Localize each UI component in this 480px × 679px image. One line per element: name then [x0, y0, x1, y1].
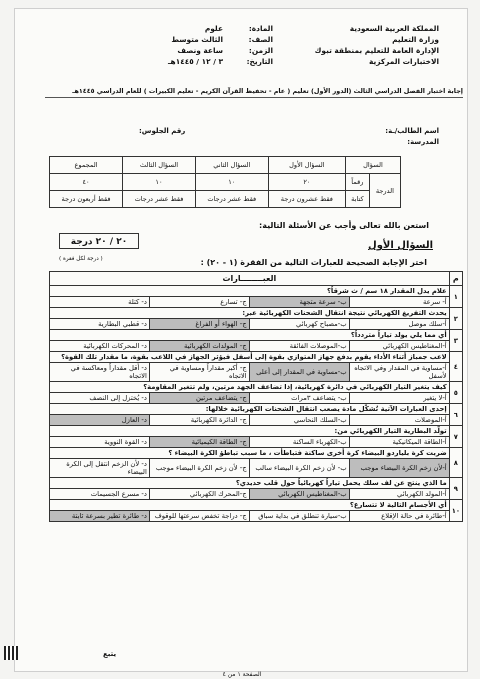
- per-item-note: ( درجة لكل فقرة ): [59, 256, 103, 262]
- options-row: [50, 363, 463, 382]
- option: د- لأن الزخم انتقل إلى الكرة البيضاء: [50, 459, 150, 478]
- value: علوم: [204, 24, 223, 33]
- value: ساعة ونصف: [177, 46, 223, 55]
- question-text: إحدى العبارات الآتية تُشكّل مادة يصعب انتقال الشحنات الكهربائية خلالها:: [50, 404, 450, 415]
- option: ب-الموصلات الفائقة: [249, 341, 349, 352]
- options-row: [50, 319, 463, 330]
- correct-option: د- العازل: [50, 415, 150, 426]
- grade-header: السؤال الثالث: [123, 157, 196, 174]
- grade-words: فقط عشر درجات: [123, 191, 196, 208]
- qr-code-icon: [4, 646, 18, 660]
- page-number: الصفحة ١ من ٤: [222, 671, 262, 678]
- question-row: [50, 478, 463, 489]
- option: ج-المحرك الكهربائي: [149, 489, 249, 500]
- grade-number: ٢٠: [268, 174, 345, 191]
- choose-instruction: اختر الإجابة الصحيحة للعبارات التالية من الفقرة (١ - ٢٠) :: [200, 258, 427, 267]
- options-row: [50, 437, 463, 448]
- number-label: رقماً: [346, 174, 370, 191]
- option: د- كتلة: [50, 297, 150, 308]
- header-line: الاختبارات المركزية: [369, 57, 439, 66]
- exam-page: [14, 8, 468, 678]
- question-number: ٧: [449, 426, 462, 448]
- option: د- مسرع الجسيمات: [50, 489, 150, 500]
- options-row: [50, 341, 463, 352]
- question-row: [50, 330, 463, 341]
- question-text: أي مما يلي يولد تياراً متردداً؟: [50, 330, 450, 341]
- exam-title: إجابة اختبار الفصل الدراسي الثالث (الدور الأول) تعليم ( عام - تحفيظ القرآن الكريم - تعليم الكبيرات ) للعام الدراسي ١٤٤٥هـ: [45, 87, 463, 98]
- value: الثالث متوسط: [171, 35, 223, 44]
- question-text: ضربت كرة بلياردو البيضاء كرة أخرى ساكنة فتباطأت ، ما سبب تباطؤ الكرة البيضاء ؟: [50, 448, 450, 459]
- option: أ-مساوية في المقدار وفي الاتجاه لأسفل: [349, 363, 449, 382]
- correct-option: ج- الهواء أو الفراغ: [149, 319, 249, 330]
- correct-option: ج- المولدات الكهربائية: [149, 341, 249, 352]
- question-row: [50, 286, 463, 297]
- options-row: [50, 393, 463, 404]
- question-text: تولّد البطارية التيار الكهربائي من:: [50, 426, 450, 437]
- question-row: [50, 382, 463, 393]
- option: أ-الموصلات: [349, 415, 449, 426]
- correct-option: ب-مساوية في المقدار إلى أعلى: [249, 363, 349, 382]
- question-text: ما الذي ينتج عن لف سلك يحمل تياراً كهربائياً حول قلب حديدي؟: [50, 478, 450, 489]
- grade-words: فقط عشرون درجة: [268, 191, 345, 208]
- grade-header: السؤال: [346, 157, 401, 174]
- grade-words: فقط أربعون درجة: [50, 191, 123, 208]
- grade-number: ٤٠: [50, 174, 123, 191]
- question-text: أي الأجسام التالية لا تتسارع؟: [50, 500, 450, 511]
- table-header: [50, 272, 463, 286]
- words-label: كتابة: [346, 191, 370, 208]
- option: ب- يتضاعف ٣مرات: [249, 393, 349, 404]
- option: د- قطبي البطارية: [50, 319, 150, 330]
- header-left: [133, 23, 273, 67]
- header-line: وزارة التعليم: [392, 35, 439, 44]
- header-line: المملكة العربية السعودية: [349, 24, 439, 33]
- options-row: [50, 459, 463, 478]
- instruction: استعن بالله تعالى وأجب عن الأسئلة التالية:: [259, 221, 429, 230]
- option: د- يُختزل إلى النصف: [50, 393, 150, 404]
- correct-option: ب- سرعة متجهة: [249, 297, 349, 308]
- option: ب-السلك النحاسي: [249, 415, 349, 426]
- question-text: لاعب جمباز أثناء الأداء يقوم بدفع جهاز المتوازي بقوة إلى أسفل فيؤثر الجهاز في اللاعب بقوة، ما مقدار تلك القوة؟: [50, 352, 450, 363]
- question-number: ٨: [449, 448, 462, 478]
- question-number: ٢: [449, 308, 462, 330]
- question-number: ٤: [449, 352, 462, 382]
- header-time: [133, 45, 273, 56]
- correct-option: ب-المغناطيس الكهربائي: [249, 489, 349, 500]
- question-1-title: السؤال الأول: [368, 240, 433, 251]
- grade-number: ١٠: [123, 174, 196, 191]
- student-info: [19, 127, 439, 149]
- option: أ-سلك موصل: [349, 319, 449, 330]
- options-row: [50, 415, 463, 426]
- label: الصف:: [248, 35, 273, 44]
- options-row: [50, 489, 463, 500]
- option: ب-مصباح كهربائي: [249, 319, 349, 330]
- grade-words: فقط عشر درجات: [195, 191, 268, 208]
- option: د- المحركات الكهربائية: [50, 341, 150, 352]
- question-row: [50, 308, 463, 319]
- option: د- أقل مقداراً ومعاكسة في الاتجاه: [50, 363, 150, 382]
- header-right: [315, 23, 439, 67]
- option: ج- أكبر مقداراً ومساوية في الاتجاه: [149, 363, 249, 382]
- question-text: علام يدل المقدار ١٨ سم / ث شرقاً؟: [50, 286, 450, 297]
- col-statements-header: العبــــــــارات: [50, 272, 450, 286]
- header-grade: [133, 34, 273, 45]
- school-label: المدرسة:: [407, 138, 439, 146]
- option: أ-المغناطيس الكهربائي: [349, 341, 449, 352]
- question-row: [50, 404, 463, 415]
- option: ج- دراجة تخفض سرعتها للوقوف: [149, 511, 249, 522]
- question-number: ١: [449, 286, 462, 308]
- correct-option: أ-لأن زخم الكرة البيضاء موجب: [349, 459, 449, 478]
- header-line: الإدارة العامة للتعليم بمنطقة تبوك: [314, 46, 439, 55]
- option: أ- سرعة: [349, 297, 449, 308]
- value: ٣ / ١٢ / ١٤٤٥هـ: [168, 57, 223, 66]
- correct-option: ج- يتضاعف مرتين: [149, 393, 249, 404]
- question-row: [50, 500, 463, 511]
- question-row: [50, 426, 463, 437]
- grade-header: المجموع: [50, 157, 123, 174]
- option: أ-لا يتغير: [349, 393, 449, 404]
- question-number: ٥: [449, 382, 462, 404]
- question-row: [50, 352, 463, 363]
- question-1-score: ٢٠ / ٢٠ درجة: [59, 233, 139, 249]
- degree-label: الدرجة: [369, 174, 400, 208]
- header-subject: [133, 23, 273, 34]
- option: ج- تسارع: [149, 297, 249, 308]
- question-text: يحدث التفريغ الكهربائي نتيجة انتقال الشحنات الكهربائية عبر:: [50, 308, 450, 319]
- question-number: ٣: [449, 330, 462, 352]
- grade-header: السؤال الأول: [268, 157, 345, 174]
- label: التاريخ:: [246, 57, 273, 66]
- correct-option: ج- الطاقة الكيميائية: [149, 437, 249, 448]
- col-number-header: م: [449, 272, 462, 286]
- continue-label: يتبع: [103, 650, 117, 658]
- label: المادة:: [248, 24, 273, 33]
- question-row: [50, 448, 463, 459]
- question-number: ٦: [449, 404, 462, 426]
- grade-number: ١٠: [195, 174, 268, 191]
- correct-option: د- طائرة تطير بسرعة ثابتة: [50, 511, 150, 522]
- header-date: [133, 56, 273, 67]
- seat-label: رقم الجلوس:: [139, 127, 186, 135]
- question-number: ٩: [449, 478, 462, 500]
- question-text: كيف يتغير التيار الكهربائي في دائرة كهربائية، إذا تضاعف الجهد مرتين، ولم تتغير المقاومة؟: [50, 382, 450, 393]
- option: أ-المولد الكهربائي: [349, 489, 449, 500]
- option: أ-طائرة في حالة الإقلاع: [349, 511, 449, 522]
- student-name-label: اسم الطالب/ـة:: [385, 127, 439, 135]
- option: ب-الكهرباء الساكنة: [249, 437, 349, 448]
- option: ج- الدائرة الكهربائية: [149, 415, 249, 426]
- grade-table: [49, 156, 401, 208]
- options-row: [50, 511, 463, 522]
- questions-table: [49, 271, 463, 522]
- option: د- القوة النووية: [50, 437, 150, 448]
- option: أ-الطاقة الميكانيكية: [349, 437, 449, 448]
- options-row: [50, 297, 463, 308]
- grade-header: السؤال الثاني: [195, 157, 268, 174]
- option: ب- لأن زخم الكرة البيضاء سالب: [249, 459, 349, 478]
- question-number: ١٠: [449, 500, 462, 522]
- option: ج- لأن زخم الكرة البيضاء موجب: [149, 459, 249, 478]
- label: الزمن:: [248, 46, 273, 55]
- option: ب-سيارة تنطلق في بداية سباق: [249, 511, 349, 522]
